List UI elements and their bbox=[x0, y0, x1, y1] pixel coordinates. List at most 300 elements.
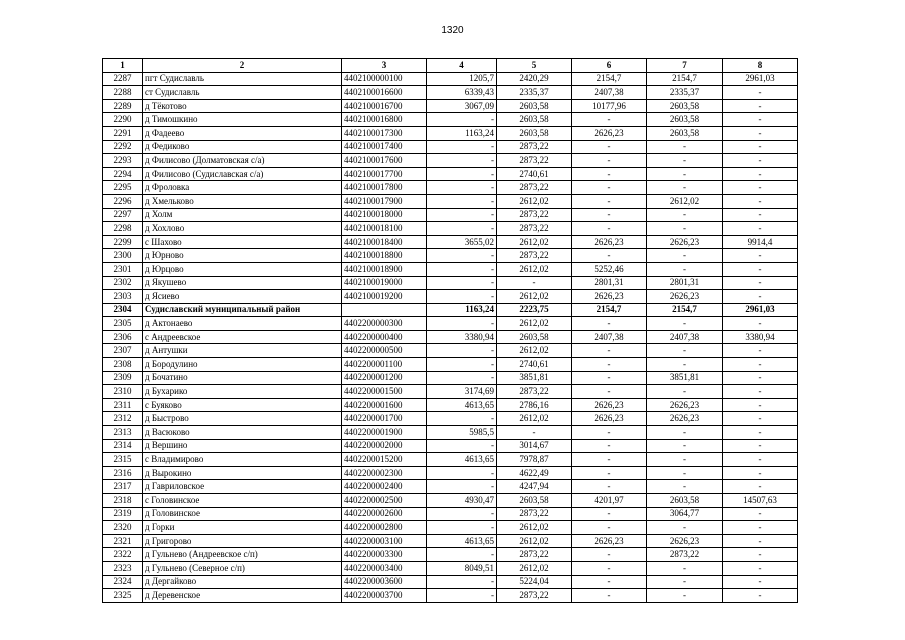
row-number: 2291 bbox=[103, 126, 143, 140]
oktmo-code: 4402200001700 bbox=[342, 412, 427, 426]
value-col-7: 2154,7 bbox=[647, 72, 723, 86]
value-col-4: - bbox=[427, 589, 497, 603]
value-col-6: - bbox=[572, 194, 647, 208]
settlement-name: д Горки bbox=[143, 521, 342, 535]
value-col-7: 2603,58 bbox=[647, 126, 723, 140]
value-col-8: - bbox=[723, 507, 798, 521]
row-number: 2319 bbox=[103, 507, 143, 521]
row-number: 2317 bbox=[103, 480, 143, 494]
settlement-name: д Федиково bbox=[143, 140, 342, 154]
oktmo-code: 4402200003300 bbox=[342, 548, 427, 562]
value-col-5: 2603,58 bbox=[497, 113, 572, 127]
value-col-5: 2873,22 bbox=[497, 140, 572, 154]
value-col-4: 5985,5 bbox=[427, 426, 497, 440]
value-col-6: 2626,23 bbox=[572, 534, 647, 548]
value-col-5: 2612,02 bbox=[497, 534, 572, 548]
settlement-name: д Бочатино bbox=[143, 371, 342, 385]
value-col-7: 2335,37 bbox=[647, 86, 723, 100]
value-col-5: 2873,22 bbox=[497, 548, 572, 562]
data-table bbox=[102, 58, 798, 603]
value-col-8: - bbox=[723, 561, 798, 575]
value-col-8: - bbox=[723, 548, 798, 562]
value-col-6: - bbox=[572, 358, 647, 372]
value-col-5: 3851,81 bbox=[497, 371, 572, 385]
value-col-7: - bbox=[647, 358, 723, 372]
value-col-4: 4613,65 bbox=[427, 398, 497, 412]
settlement-name: д Григорово bbox=[143, 534, 342, 548]
value-col-5: 2612,02 bbox=[497, 235, 572, 249]
value-col-5: 2335,37 bbox=[497, 86, 572, 100]
value-col-5: 2603,58 bbox=[497, 330, 572, 344]
row-number: 2292 bbox=[103, 140, 143, 154]
value-col-7: - bbox=[647, 181, 723, 195]
value-col-5: 2612,02 bbox=[497, 561, 572, 575]
table-row bbox=[103, 194, 798, 208]
row-number: 2295 bbox=[103, 181, 143, 195]
oktmo-code bbox=[342, 303, 427, 317]
value-col-7: 2626,23 bbox=[647, 398, 723, 412]
value-col-6: - bbox=[572, 181, 647, 195]
value-col-6: 2154,7 bbox=[572, 303, 647, 317]
table-row bbox=[103, 167, 798, 181]
value-col-7: - bbox=[647, 575, 723, 589]
value-col-5: 2740,61 bbox=[497, 167, 572, 181]
value-col-5: 2786,16 bbox=[497, 398, 572, 412]
table-row bbox=[103, 466, 798, 480]
column-header: 1 bbox=[103, 59, 143, 73]
table-row bbox=[103, 290, 798, 304]
oktmo-code: 4402200000300 bbox=[342, 317, 427, 331]
value-col-8: 9914,4 bbox=[723, 235, 798, 249]
row-number: 2321 bbox=[103, 534, 143, 548]
value-col-8: - bbox=[723, 371, 798, 385]
oktmo-code: 4402100016600 bbox=[342, 86, 427, 100]
column-header: 7 bbox=[647, 59, 723, 73]
value-col-4: - bbox=[427, 167, 497, 181]
oktmo-code: 4402200000400 bbox=[342, 330, 427, 344]
row-number: 2316 bbox=[103, 466, 143, 480]
value-col-7: 2626,23 bbox=[647, 235, 723, 249]
value-col-8: - bbox=[723, 290, 798, 304]
table-row bbox=[103, 344, 798, 358]
table-row bbox=[103, 480, 798, 494]
value-col-5: 4247,94 bbox=[497, 480, 572, 494]
value-col-8: - bbox=[723, 453, 798, 467]
value-col-8: - bbox=[723, 589, 798, 603]
value-col-8: - bbox=[723, 344, 798, 358]
value-col-8: - bbox=[723, 222, 798, 236]
value-col-4: - bbox=[427, 507, 497, 521]
oktmo-code: 4402200000500 bbox=[342, 344, 427, 358]
value-col-4: - bbox=[427, 548, 497, 562]
value-col-6: - bbox=[572, 154, 647, 168]
value-col-7: - bbox=[647, 589, 723, 603]
value-col-8: 2961,03 bbox=[723, 303, 798, 317]
settlement-name: д Вершино bbox=[143, 439, 342, 453]
value-col-4: - bbox=[427, 412, 497, 426]
settlement-name: д Филисово (Судиславская с/а) bbox=[143, 167, 342, 181]
value-col-7: 2626,23 bbox=[647, 412, 723, 426]
value-col-4: - bbox=[427, 249, 497, 263]
settlement-name: д Хмельково bbox=[143, 194, 342, 208]
value-col-6: - bbox=[572, 426, 647, 440]
value-col-8: - bbox=[723, 86, 798, 100]
value-col-8: - bbox=[723, 181, 798, 195]
value-col-5: 2612,02 bbox=[497, 344, 572, 358]
row-number: 2307 bbox=[103, 344, 143, 358]
value-col-5: 2612,02 bbox=[497, 521, 572, 535]
table-row bbox=[103, 439, 798, 453]
value-col-4: - bbox=[427, 222, 497, 236]
value-col-8: - bbox=[723, 466, 798, 480]
value-col-4: - bbox=[427, 140, 497, 154]
value-col-4: - bbox=[427, 154, 497, 168]
oktmo-code: 4402200001900 bbox=[342, 426, 427, 440]
value-col-6: 2626,23 bbox=[572, 290, 647, 304]
row-number: 2322 bbox=[103, 548, 143, 562]
value-col-5: 2612,02 bbox=[497, 262, 572, 276]
value-col-7: 2873,22 bbox=[647, 548, 723, 562]
value-col-7: - bbox=[647, 466, 723, 480]
row-number: 2324 bbox=[103, 575, 143, 589]
value-col-5: 2612,02 bbox=[497, 412, 572, 426]
value-col-6: - bbox=[572, 140, 647, 154]
value-col-5: 2873,22 bbox=[497, 181, 572, 195]
value-col-7: 2603,58 bbox=[647, 494, 723, 508]
row-number: 2297 bbox=[103, 208, 143, 222]
settlement-name: с Владимирово bbox=[143, 453, 342, 467]
table-row bbox=[103, 561, 798, 575]
settlement-name: д Бухарико bbox=[143, 385, 342, 399]
oktmo-code: 4402100017700 bbox=[342, 167, 427, 181]
oktmo-code: 4402100018800 bbox=[342, 249, 427, 263]
value-col-5: 2612,02 bbox=[497, 194, 572, 208]
value-col-8: - bbox=[723, 534, 798, 548]
value-col-5: 7978,87 bbox=[497, 453, 572, 467]
value-col-5: 2612,02 bbox=[497, 317, 572, 331]
table-row bbox=[103, 140, 798, 154]
value-col-8: - bbox=[723, 126, 798, 140]
value-col-4: - bbox=[427, 371, 497, 385]
value-col-6: - bbox=[572, 507, 647, 521]
column-header: 3 bbox=[342, 59, 427, 73]
value-col-7: - bbox=[647, 222, 723, 236]
table-row bbox=[103, 86, 798, 100]
row-number: 2305 bbox=[103, 317, 143, 331]
oktmo-code: 4402200015200 bbox=[342, 453, 427, 467]
value-col-4: 1163,24 bbox=[427, 303, 497, 317]
table-row bbox=[103, 72, 798, 86]
table-row bbox=[103, 113, 798, 127]
value-col-6: - bbox=[572, 167, 647, 181]
row-number: 2318 bbox=[103, 494, 143, 508]
value-col-7: - bbox=[647, 561, 723, 575]
row-number: 2309 bbox=[103, 371, 143, 385]
oktmo-code: 4402100000100 bbox=[342, 72, 427, 86]
table-row bbox=[103, 589, 798, 603]
value-col-6: - bbox=[572, 317, 647, 331]
value-col-6: 2801,31 bbox=[572, 276, 647, 290]
value-col-8: - bbox=[723, 208, 798, 222]
value-col-7: - bbox=[647, 385, 723, 399]
value-col-7: - bbox=[647, 249, 723, 263]
table-row bbox=[103, 330, 798, 344]
value-col-7: - bbox=[647, 208, 723, 222]
value-col-4: 1205,7 bbox=[427, 72, 497, 86]
settlement-name: д Фроловка bbox=[143, 181, 342, 195]
column-header: 6 bbox=[572, 59, 647, 73]
settlement-name: д Ясиево bbox=[143, 290, 342, 304]
table-row bbox=[103, 154, 798, 168]
settlement-name: с Головинское bbox=[143, 494, 342, 508]
value-col-8: - bbox=[723, 99, 798, 113]
value-col-4: - bbox=[427, 575, 497, 589]
table-row bbox=[103, 276, 798, 290]
value-col-4: - bbox=[427, 439, 497, 453]
value-col-5: 2612,02 bbox=[497, 290, 572, 304]
value-col-8: - bbox=[723, 249, 798, 263]
settlement-name: д Гавриловское bbox=[143, 480, 342, 494]
value-col-6: 2154,7 bbox=[572, 72, 647, 86]
value-col-7: - bbox=[647, 521, 723, 535]
table-row bbox=[103, 126, 798, 140]
settlement-name: д Вырокино bbox=[143, 466, 342, 480]
value-col-5: 2873,22 bbox=[497, 249, 572, 263]
table-body bbox=[103, 72, 798, 602]
settlement-name: д Бородулино bbox=[143, 358, 342, 372]
row-number: 2290 bbox=[103, 113, 143, 127]
table-row bbox=[103, 494, 798, 508]
value-col-8: - bbox=[723, 398, 798, 412]
settlement-name: д Холм bbox=[143, 208, 342, 222]
settlement-name: д Быстрово bbox=[143, 412, 342, 426]
value-col-7: 2801,31 bbox=[647, 276, 723, 290]
value-col-6: - bbox=[572, 589, 647, 603]
value-col-4: - bbox=[427, 181, 497, 195]
value-col-8: - bbox=[723, 385, 798, 399]
value-col-8: - bbox=[723, 575, 798, 589]
settlement-name: д Тёкотово bbox=[143, 99, 342, 113]
oktmo-code: 4402100016800 bbox=[342, 113, 427, 127]
settlement-name: пгт Судиславль bbox=[143, 72, 342, 86]
table-row bbox=[103, 249, 798, 263]
value-col-4: - bbox=[427, 113, 497, 127]
value-col-6: - bbox=[572, 385, 647, 399]
value-col-4: 1163,24 bbox=[427, 126, 497, 140]
row-number: 2325 bbox=[103, 589, 143, 603]
value-col-6: - bbox=[572, 439, 647, 453]
value-col-8: 2961,03 bbox=[723, 72, 798, 86]
value-col-4: - bbox=[427, 208, 497, 222]
value-col-8: - bbox=[723, 439, 798, 453]
value-col-4: - bbox=[427, 194, 497, 208]
oktmo-code: 4402200002500 bbox=[342, 494, 427, 508]
settlement-name: д Гульнево (Северное с/п) bbox=[143, 561, 342, 575]
value-col-4: 4613,65 bbox=[427, 453, 497, 467]
oktmo-code: 4402100017300 bbox=[342, 126, 427, 140]
table-row bbox=[103, 358, 798, 372]
value-col-4: 4613,65 bbox=[427, 534, 497, 548]
table-row bbox=[103, 426, 798, 440]
column-header: 8 bbox=[723, 59, 798, 73]
row-number: 2289 bbox=[103, 99, 143, 113]
value-col-5: 2603,58 bbox=[497, 126, 572, 140]
oktmo-code: 4402100019200 bbox=[342, 290, 427, 304]
value-col-7: 3064,77 bbox=[647, 507, 723, 521]
table-row bbox=[103, 371, 798, 385]
oktmo-code: 4402100017800 bbox=[342, 181, 427, 195]
value-col-7: - bbox=[647, 262, 723, 276]
value-col-4: - bbox=[427, 317, 497, 331]
value-col-5: 2873,22 bbox=[497, 222, 572, 236]
value-col-6: 4201,97 bbox=[572, 494, 647, 508]
table-row bbox=[103, 385, 798, 399]
value-col-4: 3380,94 bbox=[427, 330, 497, 344]
value-col-7: 2154,7 bbox=[647, 303, 723, 317]
value-col-7: - bbox=[647, 154, 723, 168]
oktmo-code: 4402100019000 bbox=[342, 276, 427, 290]
settlement-name: д Антушки bbox=[143, 344, 342, 358]
value-col-6: 10177,96 bbox=[572, 99, 647, 113]
table-row bbox=[103, 534, 798, 548]
value-col-4: 3067,09 bbox=[427, 99, 497, 113]
value-col-8: 14507,63 bbox=[723, 494, 798, 508]
value-col-7: 2612,02 bbox=[647, 194, 723, 208]
value-col-6: 2407,38 bbox=[572, 330, 647, 344]
settlement-name: д Юрново bbox=[143, 249, 342, 263]
value-col-6: - bbox=[572, 548, 647, 562]
oktmo-code: 4402200003400 bbox=[342, 561, 427, 575]
value-col-4: 3174,69 bbox=[427, 385, 497, 399]
row-number: 2310 bbox=[103, 385, 143, 399]
row-number: 2320 bbox=[103, 521, 143, 535]
table-row bbox=[103, 99, 798, 113]
value-col-8: - bbox=[723, 140, 798, 154]
settlement-name: д Васюково bbox=[143, 426, 342, 440]
table-row bbox=[103, 453, 798, 467]
settlement-name: д Дергайково bbox=[143, 575, 342, 589]
table-row bbox=[103, 548, 798, 562]
value-col-8: - bbox=[723, 167, 798, 181]
row-number: 2323 bbox=[103, 561, 143, 575]
value-col-8: - bbox=[723, 521, 798, 535]
value-col-7: 2626,23 bbox=[647, 534, 723, 548]
oktmo-code: 4402200002600 bbox=[342, 507, 427, 521]
value-col-4: - bbox=[427, 466, 497, 480]
table-row bbox=[103, 222, 798, 236]
page-number: 1320 bbox=[441, 25, 464, 36]
settlement-name: д Гульнево (Андреевское с/п) bbox=[143, 548, 342, 562]
oktmo-code: 4402100017600 bbox=[342, 154, 427, 168]
value-col-7: - bbox=[647, 140, 723, 154]
oktmo-code: 4402200003700 bbox=[342, 589, 427, 603]
table-row bbox=[103, 521, 798, 535]
value-col-6: 5252,46 bbox=[572, 262, 647, 276]
oktmo-code: 4402200001600 bbox=[342, 398, 427, 412]
settlement-name: д Головинское bbox=[143, 507, 342, 521]
settlement-name: д Филисово (Долматовская с/а) bbox=[143, 154, 342, 168]
column-header: 5 bbox=[497, 59, 572, 73]
row-number: 2304 bbox=[103, 303, 143, 317]
settlement-name: с Шахово bbox=[143, 235, 342, 249]
value-col-5: 3014,67 bbox=[497, 439, 572, 453]
settlement-name: д Хохлово bbox=[143, 222, 342, 236]
value-col-6: - bbox=[572, 480, 647, 494]
table-row bbox=[103, 575, 798, 589]
value-col-5: 2873,22 bbox=[497, 154, 572, 168]
value-col-7: 2407,38 bbox=[647, 330, 723, 344]
oktmo-code: 4402200001500 bbox=[342, 385, 427, 399]
value-col-5: 2873,22 bbox=[497, 507, 572, 521]
settlement-name: ст Судиславль bbox=[143, 86, 342, 100]
value-col-6: 2626,23 bbox=[572, 398, 647, 412]
row-number: 2296 bbox=[103, 194, 143, 208]
value-col-6: - bbox=[572, 113, 647, 127]
table-row bbox=[103, 303, 798, 317]
value-col-8: - bbox=[723, 317, 798, 331]
value-col-6: - bbox=[572, 453, 647, 467]
settlement-name: с Андреевское bbox=[143, 330, 342, 344]
oktmo-code: 4402200002400 bbox=[342, 480, 427, 494]
oktmo-code: 4402100018900 bbox=[342, 262, 427, 276]
value-col-6: - bbox=[572, 371, 647, 385]
value-col-6: - bbox=[572, 208, 647, 222]
oktmo-code: 4402200003600 bbox=[342, 575, 427, 589]
settlement-name: д Актонаево bbox=[143, 317, 342, 331]
settlement-name: д Деревенское bbox=[143, 589, 342, 603]
value-col-4: - bbox=[427, 276, 497, 290]
table-row bbox=[103, 181, 798, 195]
value-col-7: - bbox=[647, 453, 723, 467]
oktmo-code: 4402200001100 bbox=[342, 358, 427, 372]
value-col-8: - bbox=[723, 426, 798, 440]
row-number: 2308 bbox=[103, 358, 143, 372]
value-col-4: - bbox=[427, 290, 497, 304]
row-number: 2302 bbox=[103, 276, 143, 290]
table-row bbox=[103, 235, 798, 249]
value-col-4: - bbox=[427, 358, 497, 372]
value-col-7: - bbox=[647, 167, 723, 181]
value-col-7: 2603,58 bbox=[647, 113, 723, 127]
value-col-5: 2223,75 bbox=[497, 303, 572, 317]
row-number: 2313 bbox=[103, 426, 143, 440]
value-col-5: 5224,04 bbox=[497, 575, 572, 589]
row-number: 2288 bbox=[103, 86, 143, 100]
table-row bbox=[103, 208, 798, 222]
value-col-8: 3380,94 bbox=[723, 330, 798, 344]
value-col-5: - bbox=[497, 426, 572, 440]
value-col-7: - bbox=[647, 426, 723, 440]
value-col-7: - bbox=[647, 344, 723, 358]
row-number: 2306 bbox=[103, 330, 143, 344]
value-col-8: - bbox=[723, 276, 798, 290]
value-col-6: - bbox=[572, 575, 647, 589]
oktmo-code: 4402100016700 bbox=[342, 99, 427, 113]
value-col-8: - bbox=[723, 262, 798, 276]
row-number: 2303 bbox=[103, 290, 143, 304]
value-col-6: - bbox=[572, 222, 647, 236]
row-number: 2312 bbox=[103, 412, 143, 426]
table-row bbox=[103, 507, 798, 521]
row-number: 2287 bbox=[103, 72, 143, 86]
table-row bbox=[103, 262, 798, 276]
oktmo-code: 4402100018100 bbox=[342, 222, 427, 236]
value-col-5: 2873,22 bbox=[497, 589, 572, 603]
value-col-4: - bbox=[427, 480, 497, 494]
value-col-6: - bbox=[572, 561, 647, 575]
value-col-5: - bbox=[497, 276, 572, 290]
value-col-4: 4930,47 bbox=[427, 494, 497, 508]
